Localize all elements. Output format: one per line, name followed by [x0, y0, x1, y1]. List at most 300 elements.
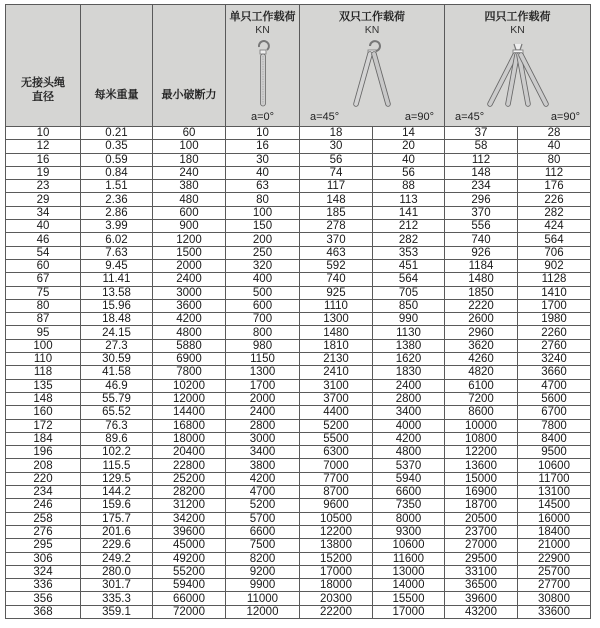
cell-single-0: 400	[226, 273, 300, 286]
cell-weight-per-meter: 102.2	[81, 446, 153, 459]
cell-double-90: 8000	[373, 512, 445, 525]
cell-quad-90: 16000	[518, 512, 591, 525]
quad-load-angle-45: a=45°	[455, 111, 485, 123]
cell-diameter: 46	[6, 233, 81, 246]
cell-min-breaking-force: 72000	[153, 605, 226, 618]
cell-double-90: 1830	[373, 366, 445, 379]
cell-diameter: 148	[6, 392, 81, 405]
table-row	[6, 592, 591, 605]
cell-quad-45: 234	[445, 180, 518, 193]
table-row	[6, 140, 591, 153]
cell-double-90: 88	[373, 180, 445, 193]
table-row	[6, 565, 591, 578]
cell-min-breaking-force: 2000	[153, 259, 226, 272]
cell-quad-90: 3660	[518, 366, 591, 379]
table-row	[6, 273, 591, 286]
table-row	[6, 127, 591, 140]
cell-diameter: 75	[6, 286, 81, 299]
cell-quad-90: 2260	[518, 326, 591, 339]
cell-min-breaking-force: 59400	[153, 579, 226, 592]
cell-min-breaking-force: 600	[153, 206, 226, 219]
cell-diameter: 29	[6, 193, 81, 206]
cell-double-90: 353	[373, 246, 445, 259]
cell-diameter: 135	[6, 379, 81, 392]
cell-diameter: 306	[6, 552, 81, 565]
cell-weight-per-meter: 201.6	[81, 525, 153, 538]
table-row	[6, 605, 591, 618]
cell-double-45: 185	[300, 206, 373, 219]
cell-min-breaking-force: 4200	[153, 313, 226, 326]
cell-min-breaking-force: 2400	[153, 273, 226, 286]
cell-double-45: 1110	[300, 299, 373, 312]
cell-weight-per-meter: 249.2	[81, 552, 153, 565]
cell-quad-90: 4700	[518, 379, 591, 392]
cell-quad-45: 16900	[445, 486, 518, 499]
cell-single-0: 6600	[226, 525, 300, 538]
cell-quad-90: 25700	[518, 565, 591, 578]
cell-min-breaking-force: 1500	[153, 246, 226, 259]
cell-quad-90: 902	[518, 259, 591, 272]
cell-single-0: 30	[226, 153, 300, 166]
cell-diameter: 172	[6, 419, 81, 432]
cell-quad-90: 1980	[518, 313, 591, 326]
cell-diameter: 12	[6, 140, 81, 153]
cell-single-0: 9900	[226, 579, 300, 592]
cell-double-90: 2800	[373, 392, 445, 405]
cell-min-breaking-force: 49200	[153, 552, 226, 565]
cell-double-45: 18000	[300, 579, 373, 592]
cell-diameter: 208	[6, 459, 81, 472]
cell-diameter: 324	[6, 565, 81, 578]
cell-quad-45: 10800	[445, 432, 518, 445]
cell-weight-per-meter: 0.21	[81, 127, 153, 140]
cell-double-90: 13000	[373, 565, 445, 578]
table-row	[6, 539, 591, 552]
cell-quad-90: 1700	[518, 299, 591, 312]
double-sling-hook-icon	[342, 38, 402, 108]
cell-quad-90: 14500	[518, 499, 591, 512]
cell-diameter: 16	[6, 153, 81, 166]
cell-min-breaking-force: 66000	[153, 592, 226, 605]
cell-single-0: 320	[226, 259, 300, 272]
cell-quad-45: 1850	[445, 286, 518, 299]
cell-diameter: 234	[6, 486, 81, 499]
table-row	[6, 366, 591, 379]
cell-single-0: 7500	[226, 539, 300, 552]
cell-diameter: 356	[6, 592, 81, 605]
cell-min-breaking-force: 3000	[153, 286, 226, 299]
cell-double-45: 15200	[300, 552, 373, 565]
table-body	[6, 127, 591, 619]
cell-min-breaking-force: 4800	[153, 326, 226, 339]
cell-diameter: 258	[6, 512, 81, 525]
cell-single-0: 2800	[226, 419, 300, 432]
cell-min-breaking-force: 240	[153, 166, 226, 179]
cell-quad-90: 40	[518, 140, 591, 153]
cell-single-0: 100	[226, 206, 300, 219]
cell-diameter: 87	[6, 313, 81, 326]
cell-quad-45: 43200	[445, 605, 518, 618]
cell-min-breaking-force: 900	[153, 220, 226, 233]
cell-min-breaking-force: 180	[153, 153, 226, 166]
cell-single-0: 1150	[226, 353, 300, 366]
cell-weight-per-meter: 6.02	[81, 233, 153, 246]
cell-quad-45: 2220	[445, 299, 518, 312]
cell-double-45: 278	[300, 220, 373, 233]
sling-spec-table	[5, 4, 591, 619]
cell-double-45: 12200	[300, 525, 373, 538]
cell-double-45: 74	[300, 166, 373, 179]
cell-diameter: 60	[6, 259, 81, 272]
cell-min-breaking-force: 39600	[153, 525, 226, 538]
cell-single-0: 2000	[226, 392, 300, 405]
cell-min-breaking-force: 14400	[153, 406, 226, 419]
double-load-angle-90: a=90°	[404, 111, 434, 123]
table-row	[6, 552, 591, 565]
cell-single-0: 9200	[226, 565, 300, 578]
cell-single-0: 4700	[226, 486, 300, 499]
cell-quad-45: 18700	[445, 499, 518, 512]
cell-quad-45: 39600	[445, 592, 518, 605]
table-row	[6, 326, 591, 339]
cell-double-90: 4000	[373, 419, 445, 432]
cell-diameter: 246	[6, 499, 81, 512]
cell-single-0: 5700	[226, 512, 300, 525]
cell-double-90: 15500	[373, 592, 445, 605]
cell-single-0: 2400	[226, 406, 300, 419]
cell-diameter: 336	[6, 579, 81, 592]
cell-single-0: 8200	[226, 552, 300, 565]
cell-diameter: 276	[6, 525, 81, 538]
table-row	[6, 499, 591, 512]
cell-double-90: 14000	[373, 579, 445, 592]
cell-double-45: 117	[300, 180, 373, 193]
cell-single-0: 700	[226, 313, 300, 326]
cell-weight-per-meter: 144.2	[81, 486, 153, 499]
double-load-unit: KN	[364, 24, 380, 36]
cell-quad-90: 6700	[518, 406, 591, 419]
cell-double-90: 10600	[373, 539, 445, 552]
cell-double-45: 6300	[300, 446, 373, 459]
cell-weight-per-meter: 0.59	[81, 153, 153, 166]
cell-quad-90: 11700	[518, 472, 591, 485]
table-row	[6, 166, 591, 179]
cell-quad-90: 13100	[518, 486, 591, 499]
cell-single-0: 1700	[226, 379, 300, 392]
cell-quad-90: 10600	[518, 459, 591, 472]
cell-quad-90: 1128	[518, 273, 591, 286]
cell-weight-per-meter: 18.48	[81, 313, 153, 326]
cell-quad-45: 23700	[445, 525, 518, 538]
single-sling-hook-icon	[248, 38, 278, 108]
quad-load-title: 四只工作载荷	[484, 11, 551, 23]
cell-double-90: 141	[373, 206, 445, 219]
cell-quad-45: 4820	[445, 366, 518, 379]
cell-single-0: 4200	[226, 472, 300, 485]
cell-min-breaking-force: 10200	[153, 379, 226, 392]
table-row	[6, 193, 591, 206]
table-row	[6, 286, 591, 299]
cell-single-0: 5200	[226, 499, 300, 512]
cell-diameter: 100	[6, 339, 81, 352]
cell-double-45: 3700	[300, 392, 373, 405]
table-row	[6, 153, 591, 166]
cell-quad-90: 27700	[518, 579, 591, 592]
cell-diameter: 95	[6, 326, 81, 339]
cell-quad-45: 13600	[445, 459, 518, 472]
cell-quad-90: 8400	[518, 432, 591, 445]
cell-diameter: 67	[6, 273, 81, 286]
cell-weight-per-meter: 55.79	[81, 392, 153, 405]
table-row	[6, 246, 591, 259]
cell-double-45: 2410	[300, 366, 373, 379]
cell-weight-per-meter: 76.3	[81, 419, 153, 432]
table-row	[6, 259, 591, 272]
cell-diameter: 196	[6, 446, 81, 459]
cell-single-0: 3400	[226, 446, 300, 459]
cell-double-90: 20	[373, 140, 445, 153]
cell-diameter: 54	[6, 246, 81, 259]
cell-double-45: 148	[300, 193, 373, 206]
cell-min-breaking-force: 6900	[153, 353, 226, 366]
cell-double-45: 18	[300, 127, 373, 140]
cell-double-90: 1130	[373, 326, 445, 339]
cell-min-breaking-force: 5880	[153, 339, 226, 352]
cell-quad-45: 370	[445, 206, 518, 219]
cell-min-breaking-force: 3600	[153, 299, 226, 312]
cell-quad-90: 80	[518, 153, 591, 166]
cell-quad-90: 282	[518, 206, 591, 219]
cell-double-90: 564	[373, 273, 445, 286]
cell-quad-90: 706	[518, 246, 591, 259]
cell-double-90: 11600	[373, 552, 445, 565]
cell-single-0: 40	[226, 166, 300, 179]
cell-double-45: 10500	[300, 512, 373, 525]
cell-weight-per-meter: 30.59	[81, 353, 153, 366]
cell-weight-per-meter: 1.51	[81, 180, 153, 193]
table-row	[6, 206, 591, 219]
cell-quad-90: 28	[518, 127, 591, 140]
cell-quad-45: 58	[445, 140, 518, 153]
table-row	[6, 313, 591, 326]
table-row	[6, 459, 591, 472]
header-weight-label: 每米重量	[94, 88, 139, 101]
cell-quad-45: 1184	[445, 259, 518, 272]
cell-diameter: 368	[6, 605, 81, 618]
cell-min-breaking-force: 45000	[153, 539, 226, 552]
table-row	[6, 579, 591, 592]
cell-double-45: 17000	[300, 565, 373, 578]
cell-double-45: 592	[300, 259, 373, 272]
cell-quad-45: 296	[445, 193, 518, 206]
cell-quad-90: 112	[518, 166, 591, 179]
header-diameter	[6, 5, 81, 127]
cell-quad-45: 36500	[445, 579, 518, 592]
cell-weight-per-meter: 175.7	[81, 512, 153, 525]
cell-quad-45: 556	[445, 220, 518, 233]
cell-double-45: 3100	[300, 379, 373, 392]
cell-quad-45: 926	[445, 246, 518, 259]
cell-double-45: 7000	[300, 459, 373, 472]
cell-diameter: 184	[6, 432, 81, 445]
cell-quad-45: 33100	[445, 565, 518, 578]
cell-double-45: 5500	[300, 432, 373, 445]
cell-single-0: 11000	[226, 592, 300, 605]
cell-diameter: 80	[6, 299, 81, 312]
cell-quad-90: 21000	[518, 539, 591, 552]
cell-quad-45: 27000	[445, 539, 518, 552]
cell-double-90: 2400	[373, 379, 445, 392]
cell-double-90: 451	[373, 259, 445, 272]
cell-quad-45: 148	[445, 166, 518, 179]
table-row	[6, 419, 591, 432]
cell-double-90: 113	[373, 193, 445, 206]
cell-quad-90: 3240	[518, 353, 591, 366]
cell-double-45: 740	[300, 273, 373, 286]
table-row	[6, 180, 591, 193]
cell-weight-per-meter: 0.84	[81, 166, 153, 179]
cell-double-45: 13800	[300, 539, 373, 552]
cell-double-90: 17000	[373, 605, 445, 618]
cell-double-90: 5940	[373, 472, 445, 485]
cell-double-45: 56	[300, 153, 373, 166]
cell-quad-45: 37	[445, 127, 518, 140]
cell-quad-45: 2960	[445, 326, 518, 339]
cell-quad-90: 176	[518, 180, 591, 193]
cell-single-0: 250	[226, 246, 300, 259]
cell-weight-per-meter: 24.15	[81, 326, 153, 339]
cell-quad-45: 8600	[445, 406, 518, 419]
cell-quad-45: 2600	[445, 313, 518, 326]
quad-load-unit: KN	[510, 24, 525, 36]
cell-quad-90: 1410	[518, 286, 591, 299]
double-load-title: 双只工作载荷	[339, 11, 405, 23]
cell-quad-90: 424	[518, 220, 591, 233]
cell-weight-per-meter: 159.6	[81, 499, 153, 512]
cell-weight-per-meter: 11.41	[81, 273, 153, 286]
cell-quad-90: 18400	[518, 525, 591, 538]
header-diameter-line2: 直径	[32, 90, 54, 103]
table-row	[6, 379, 591, 392]
cell-weight-per-meter: 2.86	[81, 206, 153, 219]
cell-min-breaking-force: 7800	[153, 366, 226, 379]
header-breaking-label: 最小破断力	[161, 88, 217, 101]
cell-quad-45: 4260	[445, 353, 518, 366]
cell-weight-per-meter: 2.36	[81, 193, 153, 206]
cell-double-45: 20300	[300, 592, 373, 605]
cell-single-0: 80	[226, 193, 300, 206]
cell-min-breaking-force: 100	[153, 140, 226, 153]
cell-diameter: 40	[6, 220, 81, 233]
cell-min-breaking-force: 25200	[153, 472, 226, 485]
cell-single-0: 63	[226, 180, 300, 193]
cell-double-90: 1380	[373, 339, 445, 352]
cell-double-90: 990	[373, 313, 445, 326]
table-row	[6, 512, 591, 525]
cell-quad-90: 7800	[518, 419, 591, 432]
cell-quad-90: 564	[518, 233, 591, 246]
cell-weight-per-meter: 41.58	[81, 366, 153, 379]
cell-double-45: 2130	[300, 353, 373, 366]
cell-weight-per-meter: 9.45	[81, 259, 153, 272]
cell-min-breaking-force: 31200	[153, 499, 226, 512]
table-row	[6, 432, 591, 445]
table-row	[6, 446, 591, 459]
double-load-angle-45: a=45°	[310, 111, 340, 123]
cell-weight-per-meter: 0.35	[81, 140, 153, 153]
cell-double-45: 8700	[300, 486, 373, 499]
cell-quad-45: 740	[445, 233, 518, 246]
cell-single-0: 1300	[226, 366, 300, 379]
cell-double-90: 6600	[373, 486, 445, 499]
cell-double-90: 4200	[373, 432, 445, 445]
single-load-unit: KN	[255, 24, 270, 36]
header-row	[6, 5, 591, 127]
cell-quad-45: 12200	[445, 446, 518, 459]
cell-min-breaking-force: 22800	[153, 459, 226, 472]
single-load-title: 单只工作载荷	[229, 11, 296, 23]
cell-weight-per-meter: 89.6	[81, 432, 153, 445]
table-row	[6, 392, 591, 405]
cell-quad-90: 226	[518, 193, 591, 206]
table-row	[6, 353, 591, 366]
cell-diameter: 160	[6, 406, 81, 419]
cell-quad-45: 20500	[445, 512, 518, 525]
table-row	[6, 220, 591, 233]
cell-weight-per-meter: 229.6	[81, 539, 153, 552]
header-double-load	[300, 5, 445, 127]
cell-diameter: 118	[6, 366, 81, 379]
cell-double-90: 705	[373, 286, 445, 299]
cell-quad-45: 7200	[445, 392, 518, 405]
cell-weight-per-meter: 280.0	[81, 565, 153, 578]
cell-weight-per-meter: 3.99	[81, 220, 153, 233]
cell-double-45: 22200	[300, 605, 373, 618]
cell-diameter: 34	[6, 206, 81, 219]
cell-double-90: 14	[373, 127, 445, 140]
single-load-angle: a=0°	[250, 111, 275, 123]
table-row	[6, 339, 591, 352]
cell-double-45: 1810	[300, 339, 373, 352]
header-min-breaking-force	[153, 5, 226, 127]
cell-quad-90: 33600	[518, 605, 591, 618]
cell-quad-45: 6100	[445, 379, 518, 392]
header-diameter-line1: 无接头绳	[21, 76, 65, 89]
cell-double-90: 9300	[373, 525, 445, 538]
cell-single-0: 980	[226, 339, 300, 352]
cell-quad-90: 5600	[518, 392, 591, 405]
cell-single-0: 16	[226, 140, 300, 153]
header-single-load	[226, 5, 300, 127]
cell-double-90: 3400	[373, 406, 445, 419]
cell-diameter: 220	[6, 472, 81, 485]
table-row	[6, 233, 591, 246]
cell-quad-90: 2760	[518, 339, 591, 352]
cell-min-breaking-force: 55200	[153, 565, 226, 578]
cell-double-90: 56	[373, 166, 445, 179]
cell-weight-per-meter: 13.58	[81, 286, 153, 299]
cell-diameter: 110	[6, 353, 81, 366]
cell-single-0: 600	[226, 299, 300, 312]
cell-single-0: 10	[226, 127, 300, 140]
cell-diameter: 10	[6, 127, 81, 140]
table-row	[6, 525, 591, 538]
cell-weight-per-meter: 335.3	[81, 592, 153, 605]
cell-double-90: 5370	[373, 459, 445, 472]
cell-weight-per-meter: 7.63	[81, 246, 153, 259]
table-row	[6, 406, 591, 419]
cell-double-90: 850	[373, 299, 445, 312]
